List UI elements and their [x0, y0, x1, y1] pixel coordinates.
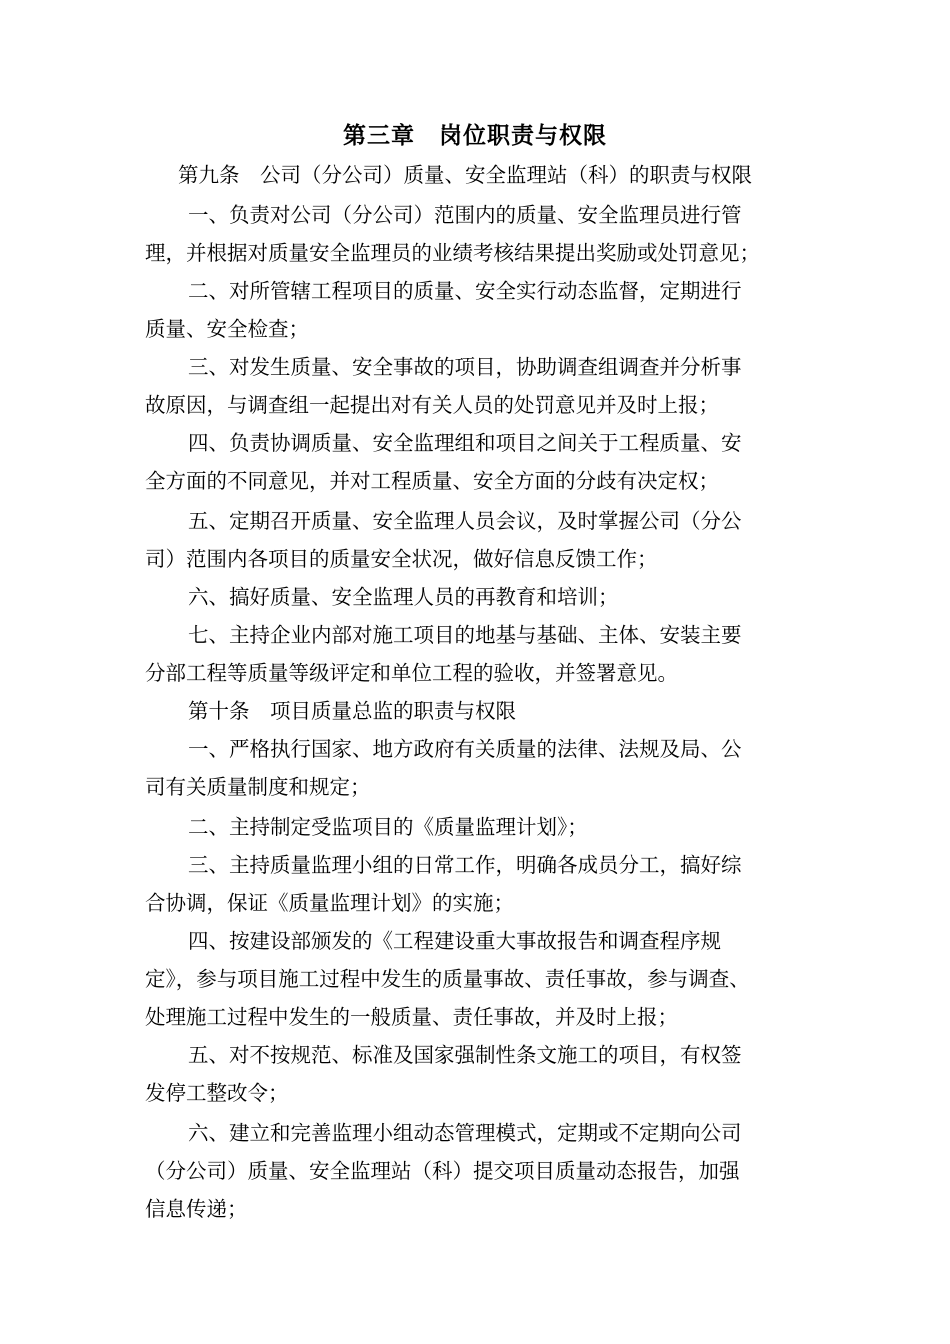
paragraph-line: 合协调，保证《质量监理计划》的实施； — [145, 891, 514, 915]
paragraph-line: 五、定期召开质量、安全监理人员会议，及时掌握公司（分公 — [188, 509, 742, 533]
paragraph-line: 质量、安全检查； — [145, 317, 309, 341]
paragraph-line: 信息传递； — [145, 1197, 248, 1221]
paragraph-line: 五、对不按规范、标准及国家强制性条文施工的项目，有权签 — [188, 1043, 742, 1067]
paragraph-line: （分公司）质量、安全监理站（科）提交项目质量动态报告，加强 — [145, 1159, 740, 1183]
paragraph-line: 四、负责协调质量、安全监理组和项目之间关于工程质量、安 — [188, 431, 742, 455]
paragraph-line: 一、负责对公司（分公司）范围内的质量、安全监理员进行管 — [188, 203, 742, 227]
paragraph-line: 一、严格执行国家、地方政府有关质量的法律、法规及局、公 — [188, 737, 742, 761]
paragraph-line: 二、对所管辖工程项目的质量、安全实行动态监督，定期进行 — [188, 279, 742, 303]
paragraph-line: 理，并根据对质量安全监理员的业绩考核结果提出奖励或处罚意见； — [145, 241, 760, 265]
paragraph-line: 三、主持质量监理小组的日常工作，明确各成员分工，搞好综 — [188, 853, 742, 877]
chapter-title: 第三章 岗位职责与权限 — [343, 123, 607, 149]
paragraph-line: 三、对发生质量、安全事故的项目，协助调查组调查并分析事 — [188, 355, 742, 379]
paragraph-line: 四、按建设部颁发的《工程建设重大事故报告和调查程序规 — [188, 929, 721, 953]
paragraph-line: 六、搞好质量、安全监理人员的再教育和培训； — [188, 585, 619, 609]
paragraph-line: 二、主持制定受监项目的《质量监理计划》； — [188, 815, 588, 839]
article-9-heading: 第九条 公司（分公司）质量、安全监理站（科）的职责与权限 — [178, 163, 752, 187]
paragraph-line: 故原因，与调查组一起提出对有关人员的处罚意见并及时上报； — [145, 393, 719, 417]
paragraph-line: 处理施工过程中发生的一般质量、责任事故，并及时上报； — [145, 1005, 678, 1029]
paragraph-line: 六、建立和完善监理小组动态管理模式，定期或不定期向公司 — [188, 1121, 742, 1145]
paragraph-line: 分部工程等质量等级评定和单位工程的验收，并签署意见。 — [145, 661, 678, 685]
paragraph-line: 司）范围内各项目的质量安全状况，做好信息反馈工作； — [145, 547, 658, 571]
paragraph-line: 七、主持企业内部对施工项目的地基与基础、主体、安装主要 — [188, 623, 742, 647]
paragraph-line: 定》，参与项目施工过程中发生的质量事故、责任事故，参与调查、 — [145, 967, 750, 991]
paragraph-line: 发停工整改令； — [145, 1081, 289, 1105]
paragraph-line: 司有关质量制度和规定； — [145, 775, 371, 799]
article-10-heading: 第十条 项目质量总监的职责与权限 — [188, 699, 516, 723]
paragraph-line: 全方面的不同意见，并对工程质量、安全方面的分歧有决定权； — [145, 469, 719, 493]
